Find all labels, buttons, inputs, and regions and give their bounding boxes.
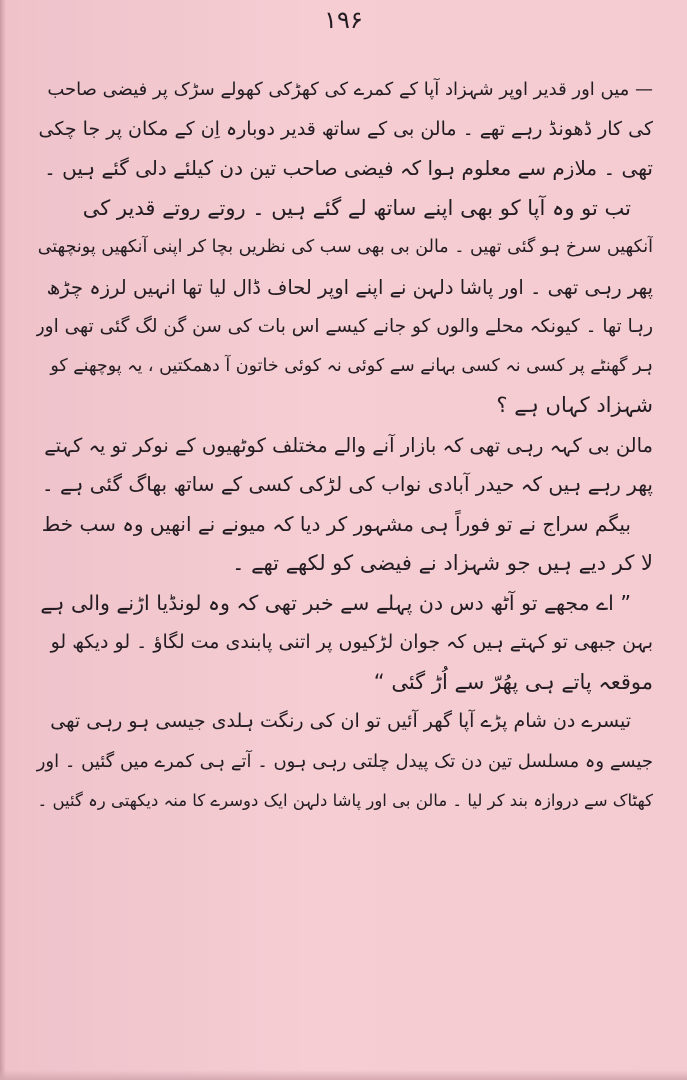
text-line: پھر رہی تھی ۔ اور پاشا دلہن نے اپنے اوپر لحاف ڈال لیا تھا انہیں لرزہ چڑھ [46,275,653,299]
page-number: ۱۹۶ [324,6,363,34]
text-line: — میں اور قدیر اوپر شہزاد آپا کے کمرے کی کھڑکی کھولے سڑک پر فیضی صاحب [47,79,653,100]
text-line: ” اے مجھے تو آٹھ دس دن پہلے سے خبر تھی کہ وہ لونڈیا اڑنے والی ہے [40,590,631,615]
text-line: کی کار ڈھونڈ رہے تھے ۔ مالن بی کے ساتھ قدیر دوبارہ اِن کے مکان پر جا چکی [38,117,653,140]
text-line: مالن بی کہہ رہی تھی کہ بازار آنے والے مختلف کوٹھیوں کے نوکر تو یہ کہتے [44,433,653,457]
text-line: جیسے وہ مسلسل تین دن تک پیدل چلتی رہی ہوں ۔ آتے ہی کمرے میں گئیں ۔ اور [36,750,653,772]
text-line: بہن جبھی تو کہتے ہیں کہ جوان لڑکیوں پر اتنی پابندی مت لگاؤ ۔ لو دیکھ لو [50,631,653,653]
text-line: شہزاد کہاں ہے ؟ [496,393,653,417]
text-line: تب تو وہ آپا کو بھی اپنے ساتھ لے گئے ہیں ۔ روتے روتے قدیر کی [82,195,631,220]
page-binding-shadow [0,0,6,1080]
text-line: ہر گھنٹے پر کسی نہ کسی بہانے سے کوئی نہ کوئی خاتون آ دھمکتیں ، یہ پوچھنے کو [50,355,653,376]
text-line: لا کر دیے ہیں جو شہزاد نے فیضی کو لکھے تھے ۔ [232,551,653,575]
text-line: بیگم سراج نے تو فوراً ہی مشہور کر دیا کہ میونے نے انھیں وہ سب خط [41,511,631,536]
page-bottom-shadow [0,1070,687,1080]
text-line: کھٹاک سے دروازہ بند کر لیا ۔ مالن بی اور پاشا دلہن ایک دوسرے کا منہ دیکھتی رہ گئیں ۔ [37,791,653,810]
text-line: تھی ۔ ملازم سے معلوم ہوا کہ فیضی صاحب تین دن کیلئے دلی گئے ہیں ۔ [44,156,653,180]
text-line: رہا تھا ۔ کیونکہ محلے والوں کو جانے کیسے اس بات کی سن گن لگ گئی تھی اور [36,316,653,337]
page-body-text [36,70,653,821]
text-line: تیسرے دن شام پڑے آپا گھر آئیں تو ان کی رنگت ہلدی جیسی ہو رہی تھی [50,710,631,732]
text-line: پھر رہے ہیں کہ حیدر آبادی نواب کی لڑکی کسی کے ساتھ بھاگ گئی ہے ۔ [41,472,653,496]
text-line: آنکھیں سرخ ہو گئی تھیں ۔ مالن بی بھی سب کی نظریں بچا کر اپنی آنکھیں پونچھتی [37,237,653,257]
text-line: موقعہ پاتے ہی پھُرّ سے اُڑ گئی “ [373,669,653,694]
